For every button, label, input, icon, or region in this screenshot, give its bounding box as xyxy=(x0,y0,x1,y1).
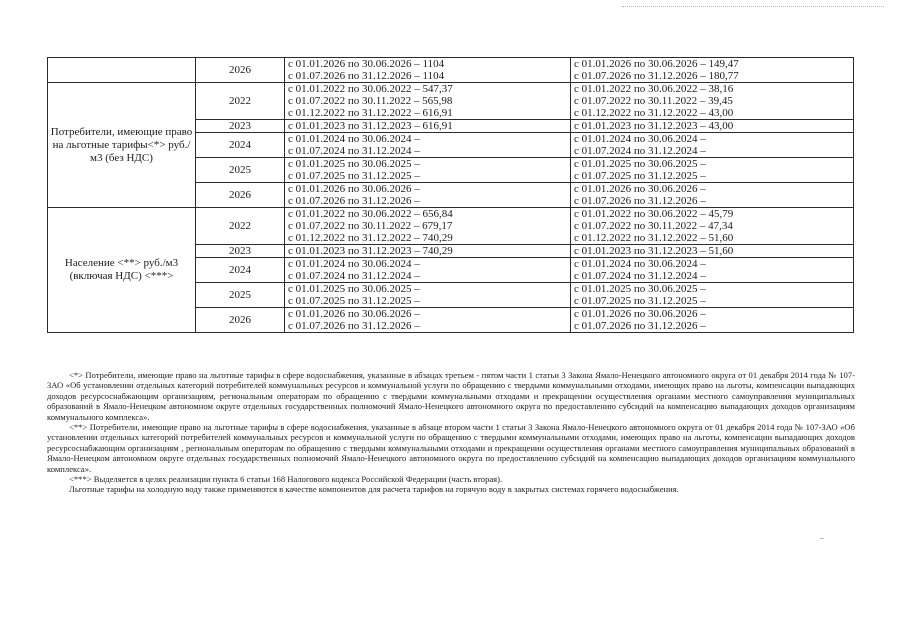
sewer-tariff-cell xyxy=(571,208,854,245)
water-tariff-cell xyxy=(285,308,571,333)
sewer-tariff-cell xyxy=(571,258,854,283)
tariff-period-line: с 01.07.2025 по 31.12.2025 – xyxy=(288,295,420,307)
sewer-tariff-cell xyxy=(571,58,854,83)
top-dotted-rule xyxy=(622,6,884,7)
tariff-period-line: с 01.01.2022 по 30.06.2022 – 45,79 xyxy=(574,208,734,220)
table-row xyxy=(48,58,854,83)
tariff-period-line: с 01.07.2022 по 30.11.2022 – 47,34 xyxy=(574,220,733,232)
water-tariff-cell xyxy=(285,245,571,258)
year-cell: 2025 xyxy=(196,158,285,183)
tariff-period-line: с 01.01.2023 по 31.12.2023 – 740,29 xyxy=(288,245,453,257)
sewer-tariff-cell xyxy=(571,283,854,308)
consumer-category-cell xyxy=(48,58,196,83)
water-tariff-cell xyxy=(285,58,571,83)
year-cell: 2024 xyxy=(196,258,285,283)
year-cell: 2026 xyxy=(196,308,285,333)
footnotes xyxy=(47,370,855,495)
tariff-period-line: с 01.01.2024 по 30.06.2024 – xyxy=(288,258,420,270)
year-cell: 2026 xyxy=(196,183,285,208)
year-cell: 2022 xyxy=(196,83,285,120)
tariff-period-line: с 01.07.2026 по 31.12.2026 – 1104 xyxy=(288,70,445,82)
year-cell: 2023 xyxy=(196,120,285,133)
sewer-tariff-cell xyxy=(571,183,854,208)
water-tariff-cell xyxy=(285,133,571,158)
water-tariff-cell xyxy=(285,120,571,133)
tariff-table xyxy=(47,57,854,333)
table-row xyxy=(48,208,854,245)
tariff-period-line: с 01.07.2022 по 30.11.2022 – 679,17 xyxy=(288,220,453,232)
tariff-period-line: с 01.01.2022 по 30.06.2022 – 38,16 xyxy=(574,83,734,95)
footnote-1: <*> Потребители, имеющие право на льготные тарифы в сфере водоснабжения, указанные в абзацах третьем - пятом части 1 статьи 3 Закона Ямало-Ненецкого автономного округа от 01 декабря 2014 года № 107-ЗАО «Об установлении отдельных категорий потребителей коммунальных ресурсов и коммунальной услуги по обращению с твердыми коммунальными отходами, имеющих право на льготы, компенсации выпадающих доходов ресурсоснабжающим организациям, региональным операторам по обращению с твердыми коммунальными отходами и прекращении осуществления органами местного самоуправления муниципальных образований в Ямало-Ненецком автономном округе отдельных государственных полномочий Ямало-Ненецкого автономного округа по предоставлению субсидий на компенсацию выпадающих доходов организациям коммунального комплекса». xyxy=(47,370,855,422)
tariff-period-line: с 01.07.2026 по 31.12.2026 – xyxy=(574,195,706,207)
tariff-period-line: с 01.12.2022 по 31.12.2022 – 740,29 xyxy=(288,232,453,244)
tariff-period-line: с 01.01.2025 по 30.06.2025 – xyxy=(574,158,706,170)
table-row xyxy=(48,83,854,120)
tariff-period-line: с 01.01.2023 по 31.12.2023 – 51,60 xyxy=(574,245,734,257)
tariff-period-line: с 01.01.2026 по 30.06.2026 – xyxy=(288,183,420,195)
tariff-period-line: с 01.01.2025 по 30.06.2025 – xyxy=(288,158,420,170)
water-tariff-cell xyxy=(285,258,571,283)
footnote-2: <**> Потребители, имеющие право на льготные тарифы в сфере водоснабжения, указанные в абзаце втором части 1 статьи 3 Закона Ямало-Ненецкого автономного округа от 01 декабря 2014 года № 107-ЗАО «Об установлении отдельных категорий потребителей коммунальных ресурсов и коммунальной услуги по обращению с твердыми коммунальными отходами, имеющих право на льготы, компенсации выпадающих доходов ресурсоснабжающим организациям , региональным операторам по обращению с твердыми коммунальными отходами и прекращении осуществления органами местного самоуправления муниципальных образований в Ямало-Ненецком автономном округе отдельных государственных полномочий Ямало-Ненецкого автономного округа по предоставлению субсидий на компенсацию выпадающих доходов организациям коммунального комплекса». xyxy=(47,422,855,474)
tariff-period-line: с 01.07.2022 по 30.11.2022 – 39,45 xyxy=(574,95,733,107)
sewer-tariff-cell xyxy=(571,158,854,183)
tariff-period-line: с 01.01.2026 по 30.06.2026 – 1104 xyxy=(288,58,445,70)
year-cell: 2022 xyxy=(196,208,285,245)
tariff-period-line: с 01.01.2026 по 30.06.2026 – xyxy=(574,308,706,320)
footnote-3: <***> Выделяется в целях реализации пункта 6 статьи 168 Налогового кодекса Российской Федерации (часть вторая). xyxy=(69,474,503,485)
water-tariff-cell xyxy=(285,283,571,308)
year-cell: 2026 xyxy=(196,58,285,83)
tariff-period-line: с 01.01.2023 по 31.12.2023 – 43,00 xyxy=(574,120,734,132)
sewer-tariff-cell xyxy=(571,245,854,258)
year-cell: 2025 xyxy=(196,283,285,308)
water-tariff-cell xyxy=(285,183,571,208)
water-tariff-cell xyxy=(285,208,571,245)
tariff-period-line: с 01.07.2024 по 31.12.2024 – xyxy=(574,145,706,157)
consumer-category-cell: Потребители, имеющие право на льготные тарифы<*> руб./м3 (без НДС) xyxy=(48,83,196,208)
water-tariff-cell xyxy=(285,158,571,183)
sewer-tariff-cell xyxy=(571,120,854,133)
sewer-tariff-cell xyxy=(571,308,854,333)
tariff-period-line: с 01.01.2025 по 30.06.2025 – xyxy=(288,283,420,295)
tariff-period-line: с 01.07.2026 по 31.12.2026 – xyxy=(288,320,420,332)
tariff-period-line: с 01.01.2022 по 30.06.2022 – 547,37 xyxy=(288,83,453,95)
tariff-period-line: с 01.01.2025 по 30.06.2025 – xyxy=(574,283,706,295)
corner-mark: .. xyxy=(820,532,824,541)
tariff-period-line: с 01.12.2022 по 31.12.2022 – 51,60 xyxy=(574,232,734,244)
tariff-period-line: с 01.07.2026 по 31.12.2026 – 180,77 xyxy=(574,70,739,82)
tariff-period-line: с 01.07.2022 по 30.11.2022 – 565,98 xyxy=(288,95,453,107)
tariff-period-line: с 01.01.2024 по 30.06.2024 – xyxy=(574,133,706,145)
year-cell: 2023 xyxy=(196,245,285,258)
sewer-tariff-cell xyxy=(571,83,854,120)
tariff-period-line: с 01.01.2026 по 30.06.2026 – xyxy=(574,183,706,195)
tariff-period-line: с 01.07.2025 по 31.12.2025 – xyxy=(574,170,706,182)
footnote-note: Льготные тарифы на холодную воду также применяются в качестве компонентов для расчета тарифов на горячую воду в закрытых системах горячего водоснабжения. xyxy=(69,484,679,495)
tariff-period-line: с 01.07.2026 по 31.12.2026 – xyxy=(288,195,420,207)
sewer-tariff-cell xyxy=(571,133,854,158)
water-tariff-cell xyxy=(285,83,571,120)
tariff-period-line: с 01.07.2026 по 31.12.2026 – xyxy=(574,320,706,332)
tariff-period-line: с 01.01.2023 по 31.12.2023 – 616,91 xyxy=(288,120,453,132)
tariff-period-line: с 01.01.2026 по 30.06.2026 – 149,47 xyxy=(574,58,739,70)
tariff-period-line: с 01.01.2026 по 30.06.2026 – xyxy=(288,308,420,320)
consumer-category-cell: Население <**> руб./м3 (включая НДС) <***> xyxy=(48,208,196,333)
year-cell: 2024 xyxy=(196,133,285,158)
tariff-period-line: с 01.07.2025 по 31.12.2025 – xyxy=(574,295,706,307)
tariff-period-line: с 01.07.2024 по 31.12.2024 – xyxy=(288,145,420,157)
tariff-period-line: с 01.07.2024 по 31.12.2024 – xyxy=(288,270,420,282)
tariff-period-line: с 01.12.2022 по 31.12.2022 – 43,00 xyxy=(574,107,734,119)
tariff-period-line: с 01.01.2024 по 30.06.2024 – xyxy=(574,258,706,270)
tariff-table-body xyxy=(48,58,854,333)
tariff-period-line: с 01.01.2024 по 30.06.2024 – xyxy=(288,133,420,145)
tariff-period-line: с 01.12.2022 по 31.12.2022 – 616,91 xyxy=(288,107,453,119)
tariff-period-line: с 01.07.2024 по 31.12.2024 – xyxy=(574,270,706,282)
tariff-period-line: с 01.01.2022 по 30.06.2022 – 656,84 xyxy=(288,208,453,220)
tariff-period-line: с 01.07.2025 по 31.12.2025 – xyxy=(288,170,420,182)
